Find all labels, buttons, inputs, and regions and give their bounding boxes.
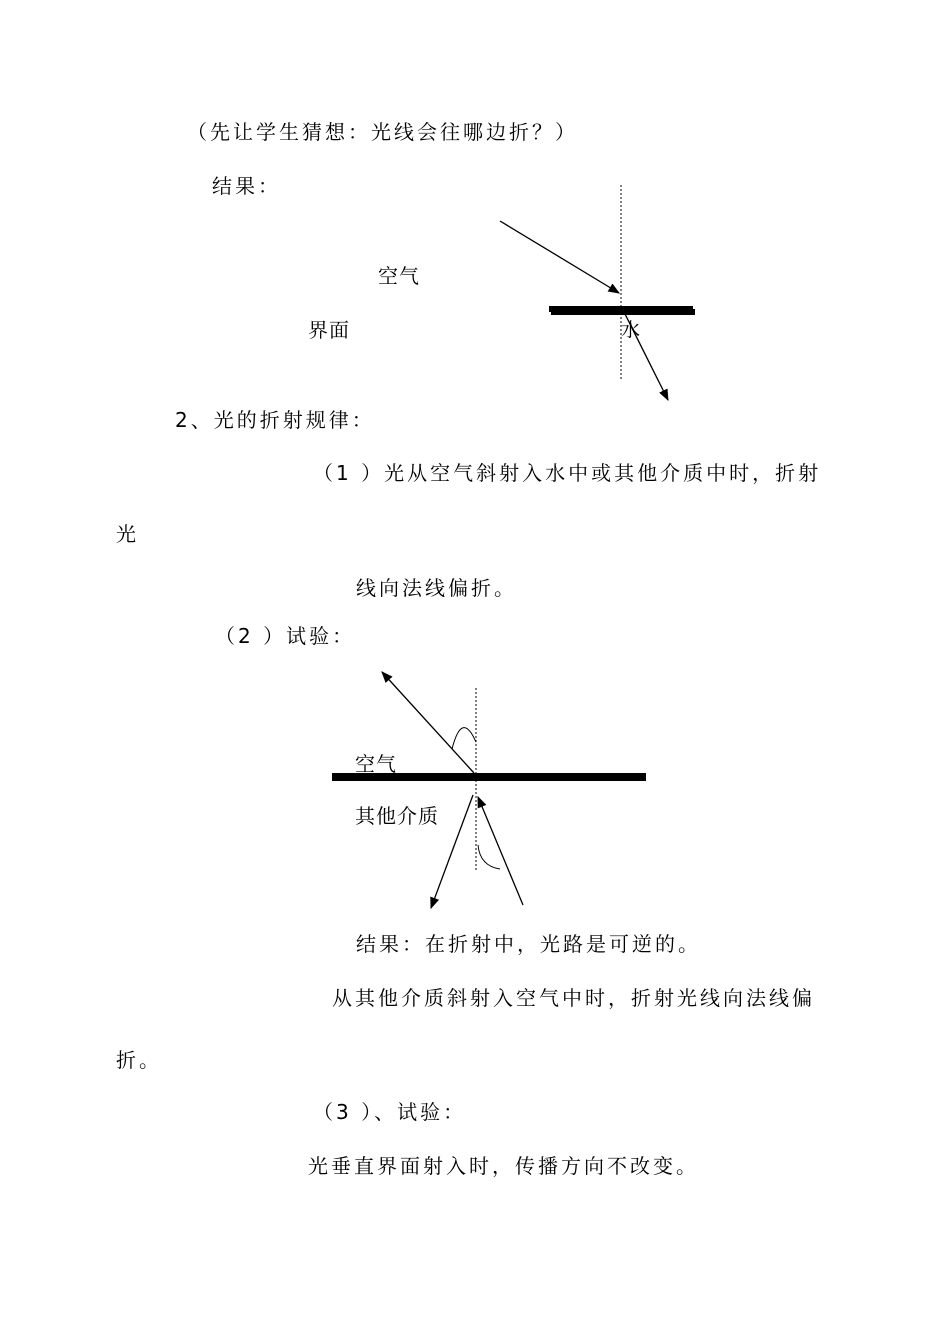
experiment-2-label: （2 ）试验： — [215, 624, 356, 648]
experiment-3-label: （3 ）、试验： — [313, 1100, 467, 1124]
rule-1-line-b: 光 — [116, 522, 139, 546]
interface-label-1: 界面 — [308, 318, 350, 342]
rule-2-line-a: 从其他介质斜射入空气中时，折射光线向法线偏 — [332, 986, 815, 1010]
rule-1-line-a: （1 ）光从空气斜射入水中或其他介质中时，折射 — [313, 461, 822, 485]
rule-2-line-b: 折。 — [116, 1048, 162, 1072]
result-label-1: 结果： — [212, 174, 281, 198]
angle-arc-upper — [452, 728, 476, 749]
guess-prompt: （先让学生猜想：光线会往哪边折？） — [187, 120, 578, 144]
air-label-1: 空气 — [378, 264, 420, 288]
air-label-2: 空气 — [355, 752, 397, 776]
rule-3-line: 光垂直界面射入时，传播方向不改变。 — [308, 1154, 699, 1178]
result-label-2: 结果：在折射中，光路是可逆的。 — [356, 932, 701, 956]
section-heading-2: 2、光的折射规律： — [175, 408, 375, 432]
medium-label-2: 其他介质 — [355, 804, 439, 828]
angle-arc-lower — [478, 845, 500, 869]
incident-ray-lower — [478, 797, 523, 905]
rule-1-line-c: 线向法线偏折。 — [356, 576, 517, 600]
water-label-1: 水 — [621, 319, 642, 341]
